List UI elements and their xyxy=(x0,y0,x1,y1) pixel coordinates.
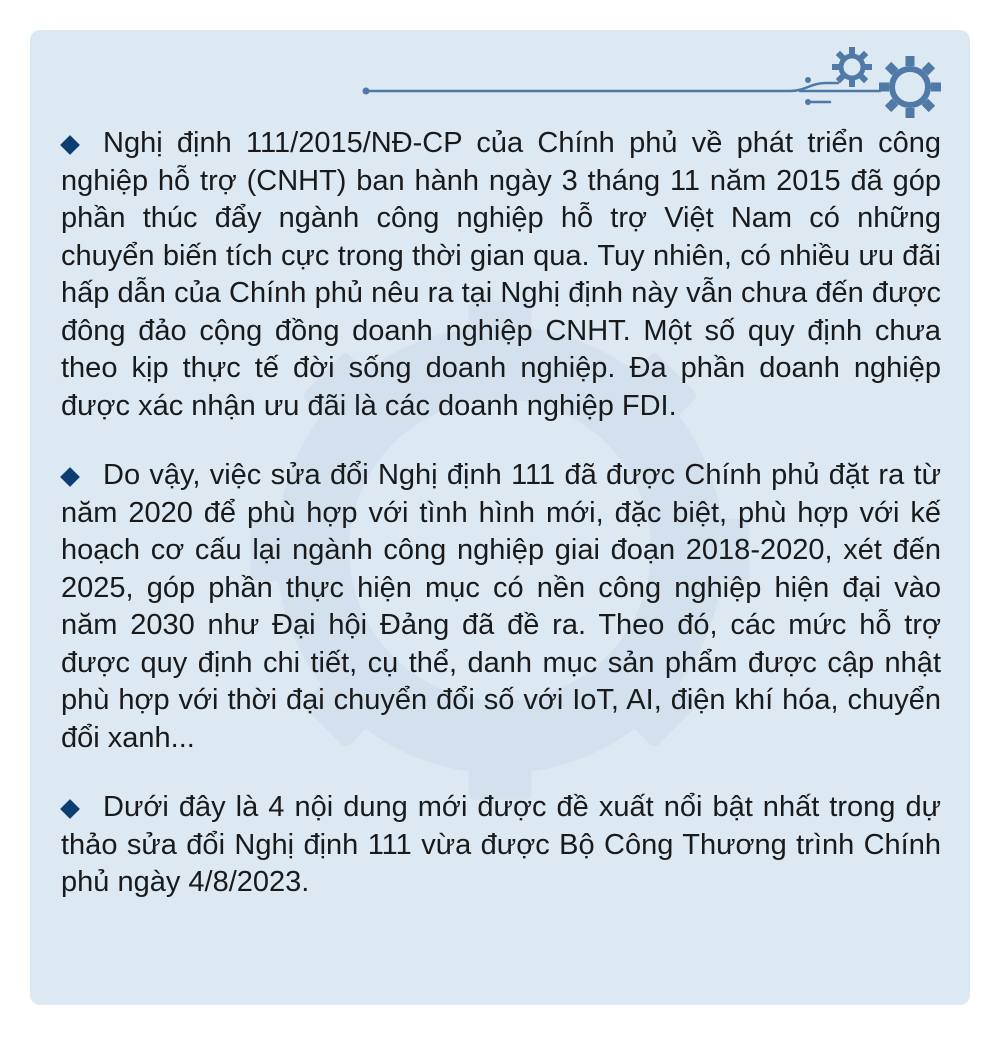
gear-icon xyxy=(832,47,872,87)
paragraph-1 xyxy=(61,125,941,425)
diamond-bullet-icon xyxy=(60,467,80,487)
paragraph-3 xyxy=(61,789,941,902)
diamond-bullet-icon xyxy=(60,799,80,819)
paragraph-2 xyxy=(61,457,941,757)
paragraph-text: Nghị định 111/2015/NĐ-CP của Chính phủ về phát triển công nghiệp hỗ trợ (CNHT) ban hành ngày 3 tháng 11 năm 2015 đã góp phần thúc đẩy ngành công nghiệp hỗ trợ Việt Nam có những chuyển biến tích cực trong thời gian qua. Tuy nhiên, có nhiều ưu đãi hấp dẫn của Chính phủ nêu ra tại Nghị định này vẫn chưa đến được đông đảo cộng đồng doanh nghiệp CNHT. Một số quy định chưa theo kịp thực tế đời sống doanh nghiệp. Đa phần doanh nghiệp được xác nhận ưu đãi là các doanh nghiệp FDI. xyxy=(61,127,941,422)
paragraph-text: Dưới đây là 4 nội dung mới được đề xuất nổi bật nhất trong dự thảo sửa đổi Nghị định 111 vừa được Bộ Công Thương trình Chính phủ ngày 4/8/2023. xyxy=(61,791,941,898)
content xyxy=(61,125,941,934)
paragraph-text: Do vậy, việc sửa đổi Nghị định 111 đã được Chính phủ đặt ra từ năm 2020 để phù hợp với tình hình mới, đặc biệt, phù hợp với kế hoạch cơ cấu lại ngành công nghiệp giai đoạn 2018-2020, xét đến 2025, góp phần thực hiện mục có nền công nghiệp hiện đại vào năm 2030 như Đại hội Đảng đã đề ra. Theo đó, các mức hỗ trợ được quy định chi tiết, cụ thể, danh mục sản phẩm được cập nhật phù hợp với thời đại chuyển đổi số với IoT, AI, điện khí hóa, chuyển đổi xanh... xyxy=(61,459,941,754)
diamond-bullet-icon xyxy=(60,135,80,155)
info-card xyxy=(30,30,970,1005)
gear-icon xyxy=(879,56,941,118)
